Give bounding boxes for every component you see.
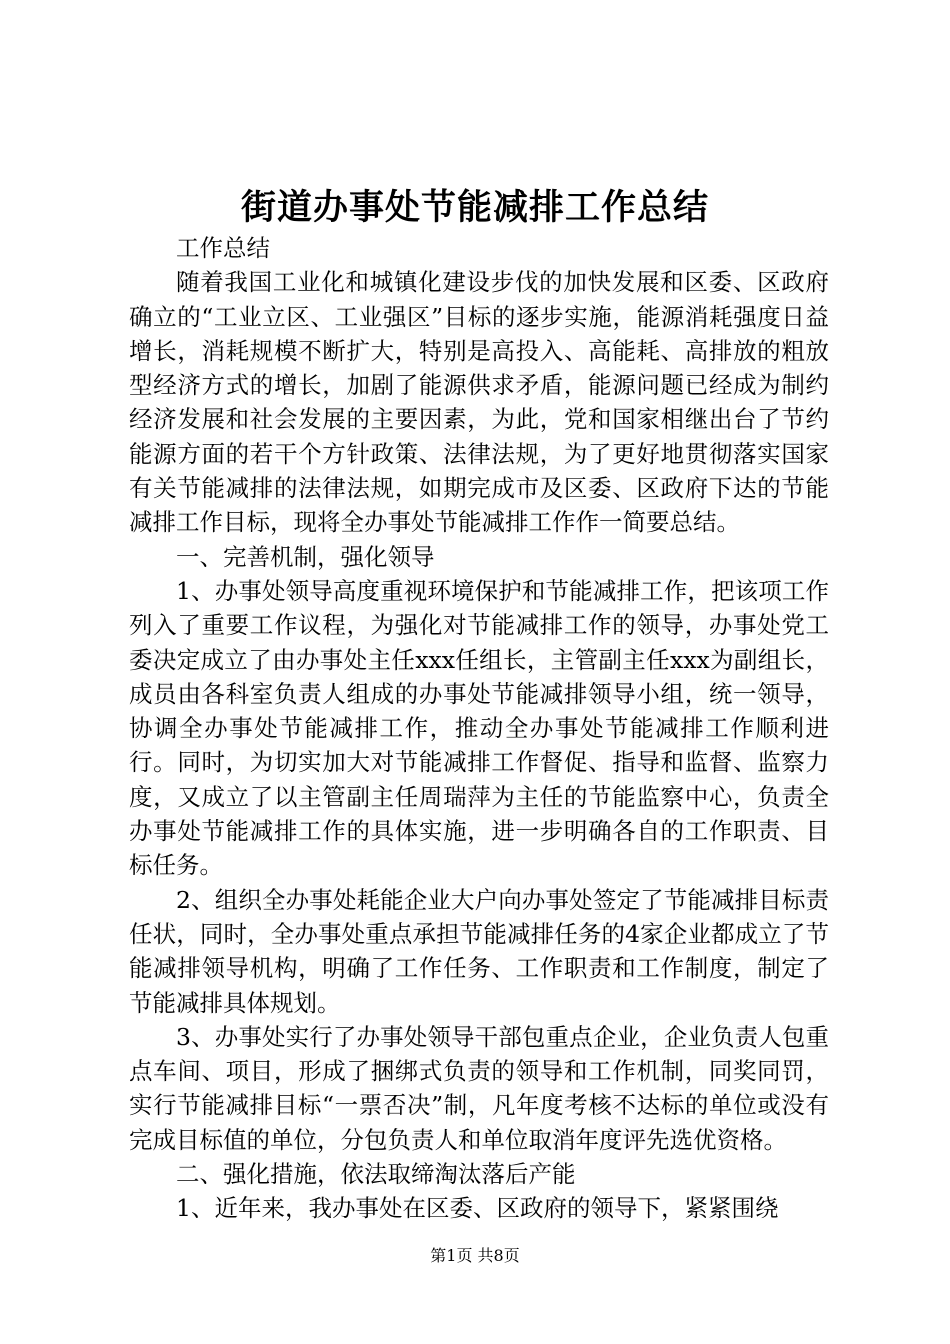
document-body	[129, 231, 829, 1226]
section-heading-2: 二、强化措施，依法取缔淘汰落后产能	[176, 1160, 576, 1189]
paragraph-1-3: 3、办事处实行了办事处领导干部包重点企业，企业负责人包重点车间、项目，形成了捆绑式负责的领导和工作机制，同奖同罚，实行节能减排目标“一票否决”制，凡年度考核不达标的单位或没有完成目标值的单位，分包负责人和单位取消年度评先选优资格。	[129, 1022, 829, 1154]
paragraph-intro: 随着我国工业化和城镇化建设步伐的加快发展和区委、区政府确立的“工业立区、工业强区”目标的逐步实施，能源消耗强度日益增长，消耗规模不断扩大，特别是高投入、高能耗、高排放的粗放型经济方式的增长，加剧了能源供求矛盾，能源问题已经成为制约经济发展和社会发展的主要因素，为此，党和国家相继出台了节约能源方面的若干个方针政策、法律法规，为了更好地贯彻落实国家有关节能减排的法律法规，如期完成市及区委、区政府下达的节能减排工作目标，现将全办事处节能减排工作作一简要总结。	[129, 268, 829, 537]
paragraph-2-1: 1、近年来，我办事处在区委、区政府的领导下，紧紧围绕	[176, 1194, 779, 1223]
paragraph-heading-summary: 工作总结	[176, 234, 270, 262]
section-heading-1: 一、完善机制，强化领导	[176, 542, 435, 571]
paragraph-1-1: 1、办事处领导高度重视环境保护和节能减排工作，把该项工作列入了重要工作议程，为强化对节能减排工作的领导，办事处党工委决定成立了由办事处主任xxx任组长，主管副主任xxx为副组长，成员由各科室负责人组成的办事处节能减排领导小组，统一领导，协调全办事处节能减排工作，推动全办事处节能减排工作顺利进行。同时，为切实加大对节能减排工作督促、指导和监督、监察力度，又成立了以主管副主任周瑞萍为主任的节能监察中心，负责全办事处节能减排工作的具体实施，进一步明确各自的工作职责、目标任务。	[129, 576, 829, 880]
paragraph-1-2: 2、组织全办事处耗能企业大户向办事处签定了节能减排目标责任状，同时，全办事处重点承担节能减排任务的4家企业都成立了节能减排领导机构，明确了工作任务、工作职责和工作制度，制定了节能减排具体规划。	[129, 885, 829, 1017]
document-title: 街道办事处节能减排工作总结	[240, 187, 709, 228]
page-footer: 第1页 共8页	[430, 1246, 520, 1265]
